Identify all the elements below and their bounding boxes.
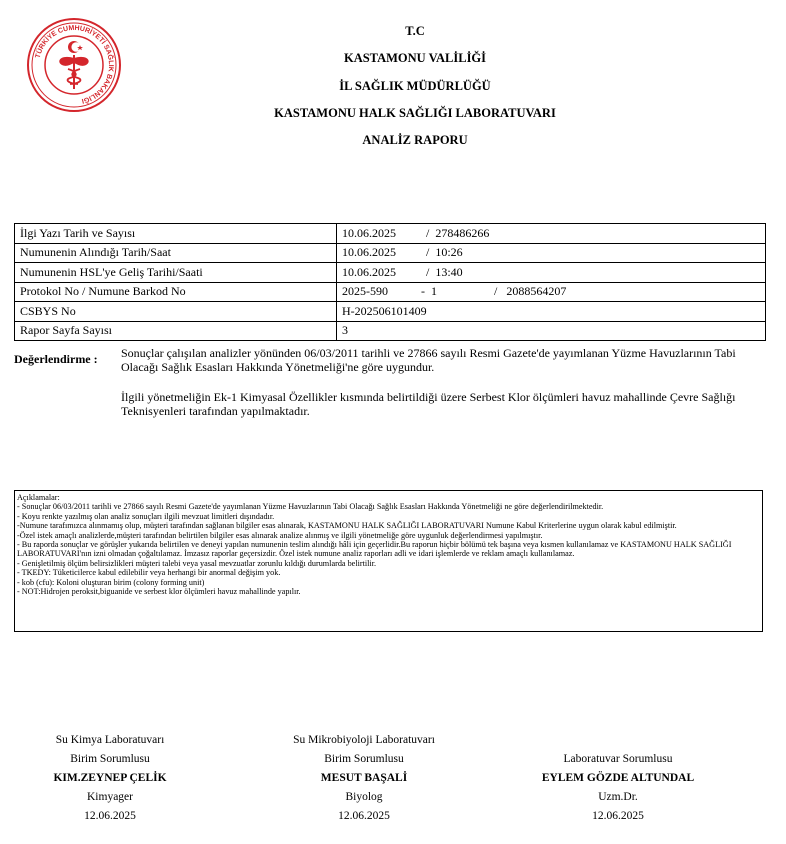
evaluation-paragraph-1: Sonuçlar çalışılan analizler yönünden 06/03/2011 tarihli ve 27866 sayılı Resmi Gazete'de yayımlanan Yüzme Havuzlarının Tabi Olacağı Sağlık Esasları Hakkında Yönetmeliği'ne göre uygundur.	[121, 346, 736, 374]
header-laboratory: KASTAMONU HALK SAĞLIĞI LABORATUVARI	[274, 106, 556, 120]
row-value: 10.06.2025 / 278486266	[337, 224, 766, 244]
signature-date: 12.06.2025	[84, 810, 136, 822]
signature-role: Laboratuvar Sorumlusu	[563, 753, 673, 765]
header-governorship: KASTAMONU VALİLİĞİ	[343, 51, 487, 65]
table-row	[15, 224, 766, 244]
signature-dept: Su Kimya Laboratuvarı	[55, 734, 165, 746]
table-row	[15, 321, 766, 341]
row-label: Numunenin HSL'ye Geliş Tarihi/Saati	[15, 263, 337, 283]
table-row	[15, 263, 766, 283]
signature-title: Uzm.Dr.	[598, 791, 638, 803]
signature-block-microbiology	[244, 731, 484, 826]
signature-block-chemistry	[0, 731, 230, 826]
evaluation-label: Değerlendirme :	[14, 352, 98, 366]
note-item: - TKEDY: Tüketicilerce kabul edilebilir veya herhangi bir anormal değişim yok.	[17, 568, 281, 578]
note-item: - Koyu renkte yazılmış olan analiz sonuçları ilgili mevzuat limitleri dışındadır.	[17, 511, 275, 521]
row-label: İlgi Yazı Tarih ve Sayısı	[15, 224, 337, 244]
row-value: H-202506101409	[337, 302, 766, 322]
signature-name: MESUT BAŞALİ	[320, 772, 408, 784]
signature-dept	[498, 731, 738, 750]
header-directorate: İL SAĞLIK MÜDÜRLÜĞÜ	[339, 79, 491, 93]
note-item: - Genişletilmiş ölçüm belirsizlikleri müşteri talebi veya yasal mevzuatlar zorunlu kıldığı durumlarda belirtilir.	[17, 558, 377, 568]
note-item: -Özel istek amaçlı analizlerde,müşteri tarafından belirtilen bilgiler esas alınarak analize alınmış ve ilgili yönetmeliğe göre uygunluk değerlendirmesi yapılmıştır.	[17, 530, 543, 540]
header-tc: T.C	[405, 24, 425, 38]
row-label: Numunenin Alındığı Tarih/Saat	[15, 243, 337, 263]
table-row	[15, 243, 766, 263]
row-label: CSBYS No	[15, 302, 337, 322]
evaluation-paragraph-2: İlgili yönetmeliğin Ek-1 Kimyasal Özellikler kısmında belirtildiği üzere Serbest Klor ölçümleri havuz mahallinde Çevre Sağlığı Teknisyenleri tarafından yapılmaktadır.	[121, 390, 736, 418]
row-value: 10.06.2025 / 10:26	[337, 243, 766, 263]
note-item: - Bu raporda sonuçlar ve görüşler yukarıda belirtilen ve deneyi yapılan numunenin teslim alındığı hâli için geçerlidir.Bu raporun hiçbir bölümü tek başına veya kısmen kullanılamaz ve KASTAMONU HALK SAĞLIĞI LABORATUVARI'nın izni olmadan çoğaltılamaz. İmzasız raporlar geçersizdir. Özel istek numune analiz raporları adli ve idari işlemlerde ve reklam amaçlı kullanılamaz.	[17, 540, 732, 559]
report-info-table	[14, 223, 766, 341]
signature-role: Birim Sorumlusu	[70, 753, 150, 765]
signature-name: KIM.ZEYNEP ÇELİK	[53, 772, 167, 784]
notes-box	[14, 490, 763, 632]
signature-name: EYLEM GÖZDE ALTUNDAL	[541, 772, 695, 784]
note-item: - Sonuçlar 06/03/2011 tarihli ve 27866 sayılı Resmi Gazete'de yayımlanan Yüzme Havuzlarının Tabi Olacağı Sağlık Esasları Hakkında Yönetmeliği ne göre değerlendirilmektedir.	[17, 502, 604, 512]
signature-dept: Su Mikrobiyoloji Laboratuvarı	[293, 734, 435, 746]
row-value: 3	[337, 321, 766, 341]
table-row	[15, 302, 766, 322]
svg-text:TÜRKİYE CUMHURİYETİ SAĞLIK BAK: TÜRKİYE CUMHURİYETİ SAĞLIK BAKANLIĞI	[34, 24, 115, 105]
note-item: - NOT:Hidrojen peroksit,biguanide ve serbest klor ölçümleri havuz mahallinde yapılır.	[17, 587, 301, 597]
signature-role: Birim Sorumlusu	[324, 753, 404, 765]
signature-date: 12.06.2025	[338, 810, 390, 822]
row-label: Rapor Sayfa Sayısı	[15, 321, 337, 341]
note-item: - kob (cfu): Koloni oluşturan birim (colony forming unit)	[17, 577, 205, 587]
notes-heading: Açıklamalar:	[17, 493, 60, 502]
note-item: -Numune tarafımızca alınmamış olup, müşteri tarafından sağlanan bilgiler esas alınarak, KASTAMONU HALK SAĞLIĞI LABORATUVARI Numune Kabul Kriterlerine uygun olarak kabul edilmiştir.	[17, 521, 677, 531]
signature-title: Kimyager	[87, 791, 133, 803]
signature-block-lab-head	[498, 731, 738, 826]
row-value: 10.06.2025 / 13:40	[337, 263, 766, 283]
table-row	[15, 282, 766, 302]
ministry-logo	[26, 17, 122, 113]
row-label: Protokol No / Numune Barkod No	[15, 282, 337, 302]
report-title: ANALİZ RAPORU	[362, 133, 468, 147]
signature-date: 12.06.2025	[592, 810, 644, 822]
row-value: 2025-590 - 1 / 2088564207	[337, 282, 766, 302]
signature-title: Biyolog	[345, 791, 383, 803]
